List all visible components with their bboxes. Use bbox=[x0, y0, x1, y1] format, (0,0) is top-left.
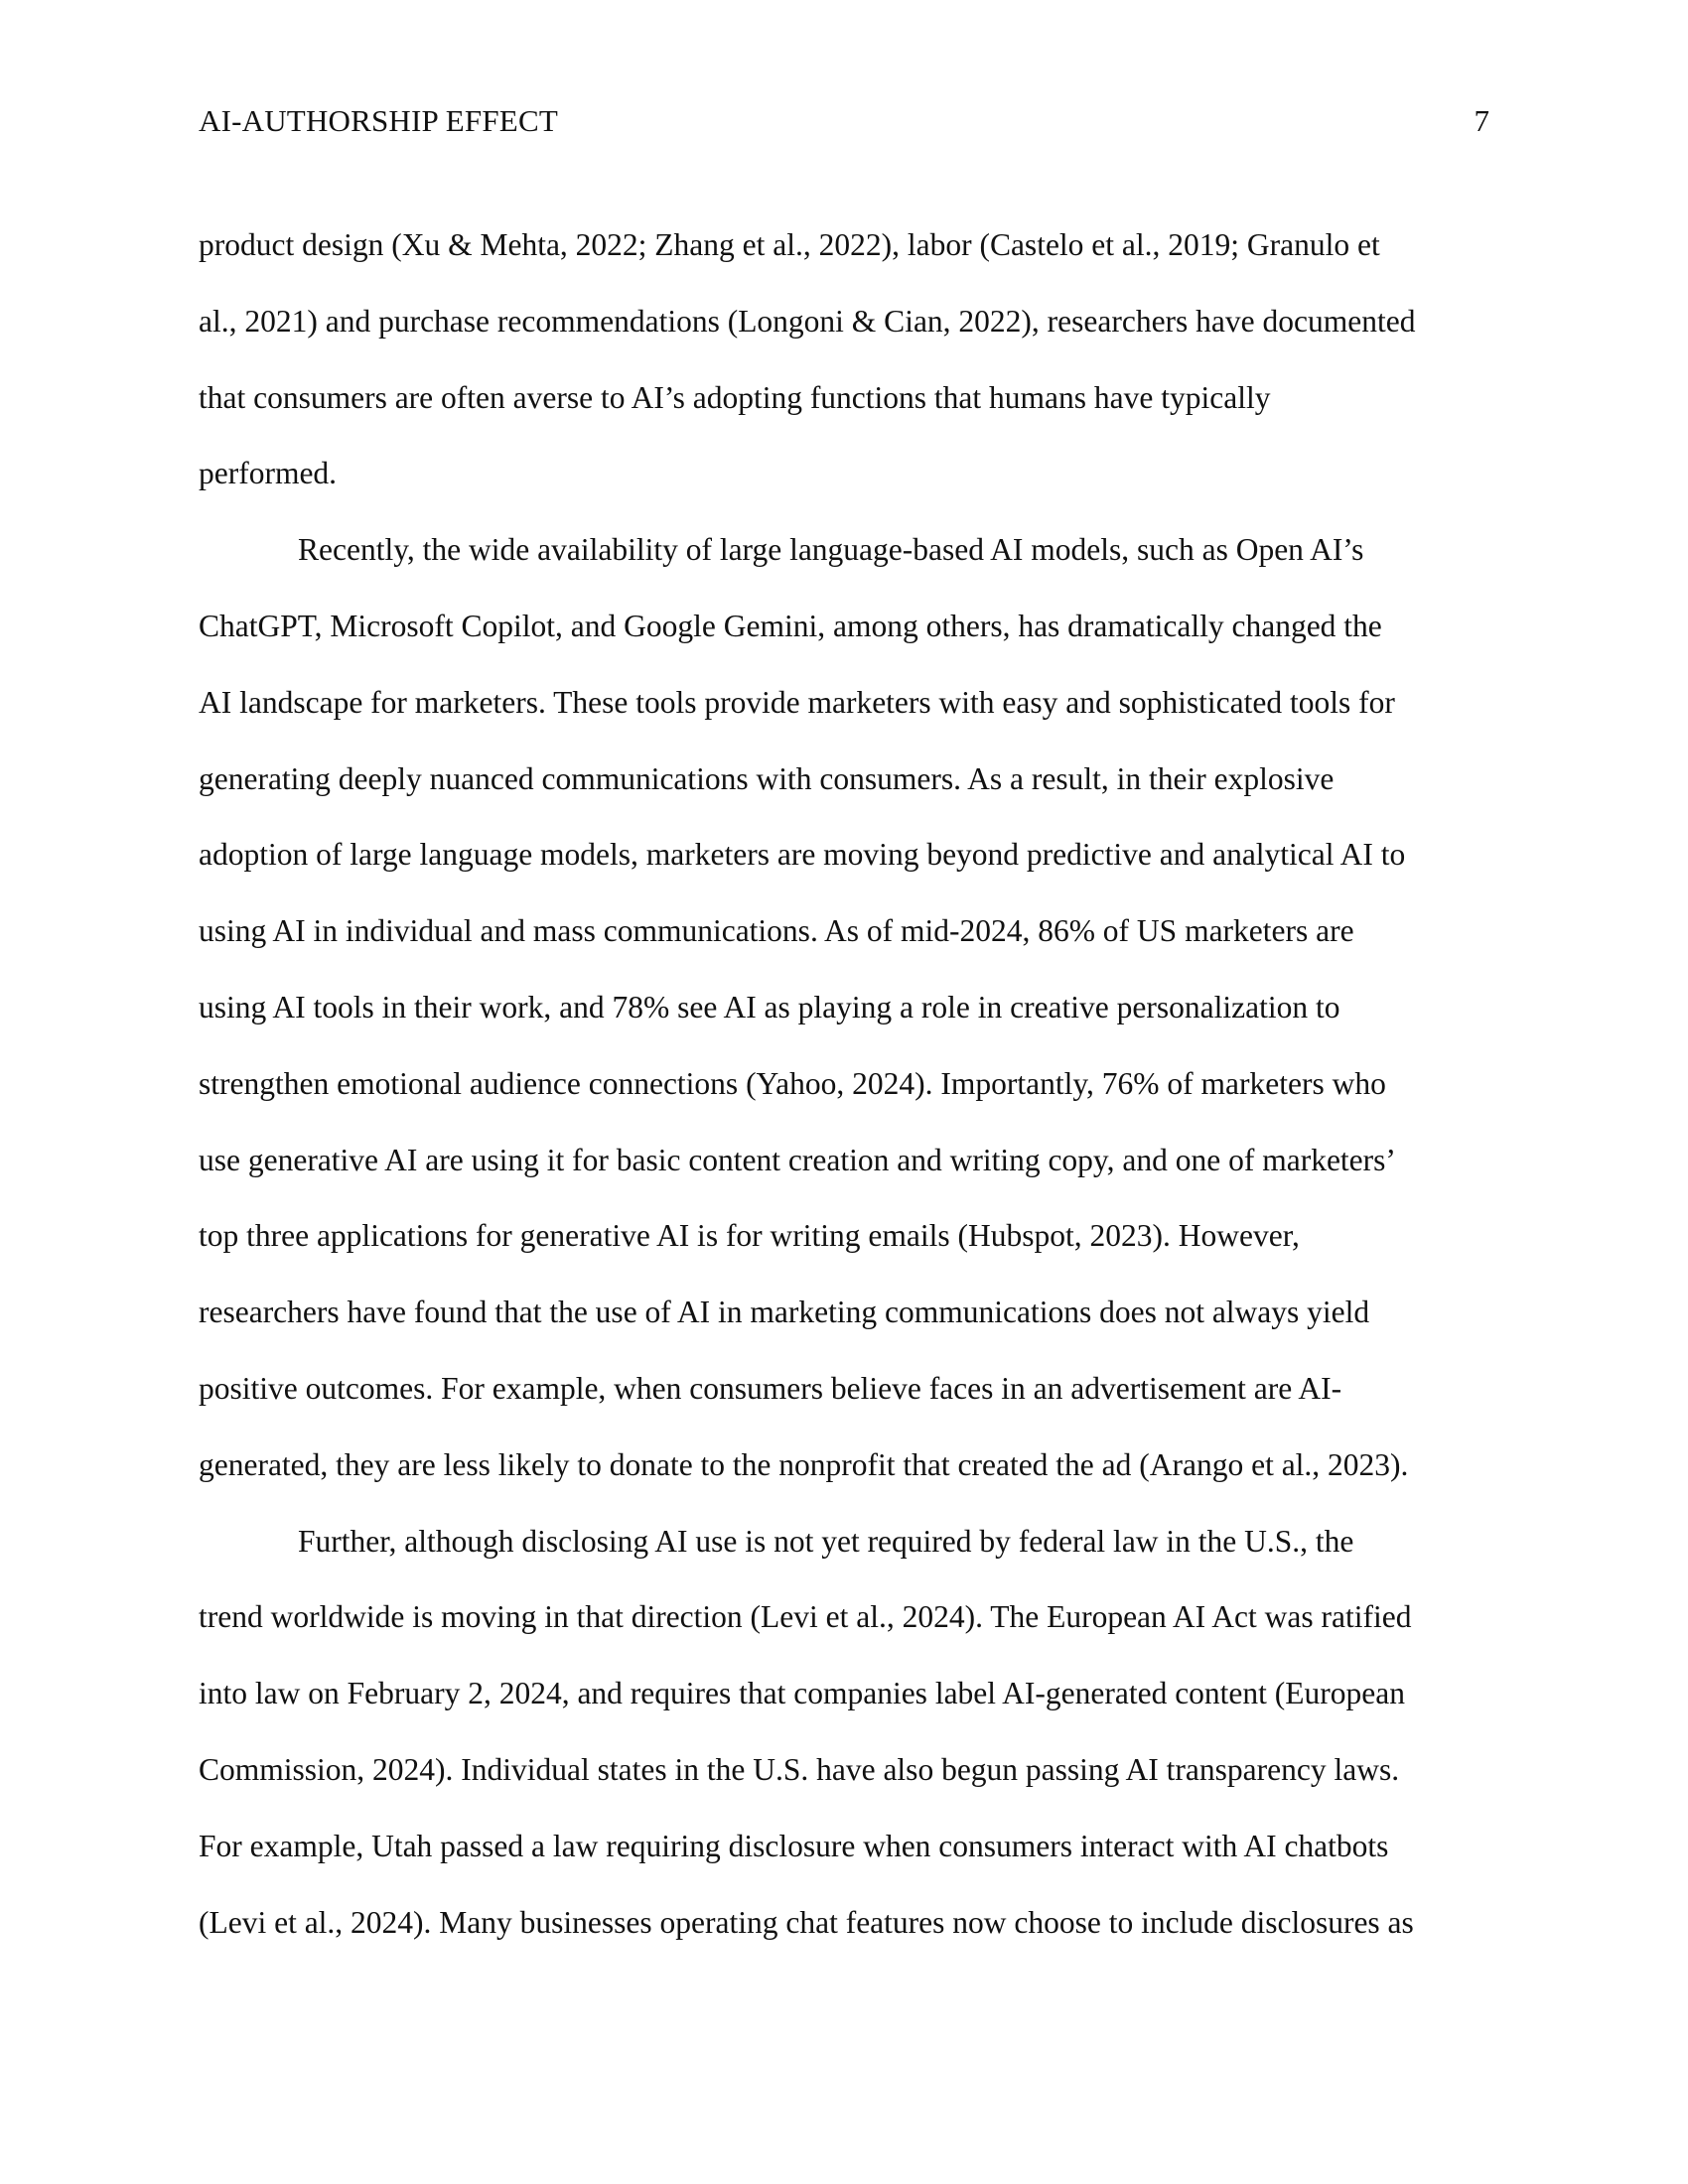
text-line: al., 2021) and purchase recommendations (Longoni & Cian, 2022), researchers have documented bbox=[199, 303, 1416, 339]
text-line: positive outcomes. For example, when consumers believe faces in an advertisement are AI- bbox=[199, 1370, 1342, 1406]
text-line: using AI tools in their work, and 78% see AI as playing a role in creative personalization to bbox=[199, 989, 1340, 1024]
paragraph-3 bbox=[199, 1504, 1489, 1962]
text-line: Commission, 2024). Individual states in the U.S. have also begun passing AI transparency laws. bbox=[199, 1751, 1400, 1787]
running-head bbox=[199, 101, 1489, 141]
text-line: using AI in individual and mass communications. As of mid-2024, 86% of US marketers are bbox=[199, 913, 1354, 949]
text-line: generating deeply nuanced communications with consumers. As a result, in their explosive bbox=[199, 760, 1335, 796]
page-number: 7 bbox=[1474, 103, 1489, 138]
text-line: use generative AI are using it for basic content creation and writing copy, and one of marketers’ bbox=[199, 1142, 1396, 1177]
text-line: generated, they are less likely to donate to the nonprofit that created the ad (Arango et al., 2023). bbox=[199, 1446, 1409, 1482]
running-head-title: AI-AUTHORSHIP EFFECT bbox=[199, 103, 558, 138]
text-line: product design (Xu & Mehta, 2022; Zhang et al., 2022), labor (Castelo et al., 2019; Granulo et bbox=[199, 227, 1380, 262]
text-line: For example, Utah passed a law requiring disclosure when consumers interact with AI chatbots bbox=[199, 1828, 1389, 1863]
text-line: that consumers are often averse to AI’s adopting functions that humans have typically bbox=[199, 379, 1271, 415]
text-line: strengthen emotional audience connections (Yahoo, 2024). Importantly, 76% of marketers who bbox=[199, 1065, 1386, 1101]
text-line: top three applications for generative AI is for writing emails (Hubspot, 2023). However, bbox=[199, 1218, 1300, 1254]
body-text bbox=[199, 207, 1489, 1961]
text-line: Recently, the wide availability of large language-based AI models, such as Open AI’s bbox=[298, 532, 1364, 568]
paragraph-2 bbox=[199, 512, 1489, 1503]
text-line: (Levi et al., 2024). Many businesses operating chat features now choose to include disclosures as bbox=[199, 1904, 1414, 1940]
paragraph-1 bbox=[199, 207, 1489, 512]
text-line: Further, although disclosing AI use is not yet required by federal law in the U.S., the bbox=[298, 1523, 1354, 1559]
text-line: ChatGPT, Microsoft Copilot, and Google Gemini, among others, has dramatically changed the bbox=[199, 608, 1382, 643]
text-line: adoption of large language models, marketers are moving beyond predictive and analytical AI to bbox=[199, 837, 1406, 873]
text-line: trend worldwide is moving in that direction (Levi et al., 2024). The European AI Act was ratified bbox=[199, 1599, 1412, 1635]
text-line: researchers have found that the use of AI in marketing communications does not always yield bbox=[199, 1295, 1370, 1330]
text-line: performed. bbox=[199, 456, 338, 491]
text-line: into law on February 2, 2024, and requires that companies label AI-generated content (European bbox=[199, 1676, 1405, 1711]
text-line: AI landscape for marketers. These tools provide marketers with easy and sophisticated tools for bbox=[199, 684, 1395, 720]
